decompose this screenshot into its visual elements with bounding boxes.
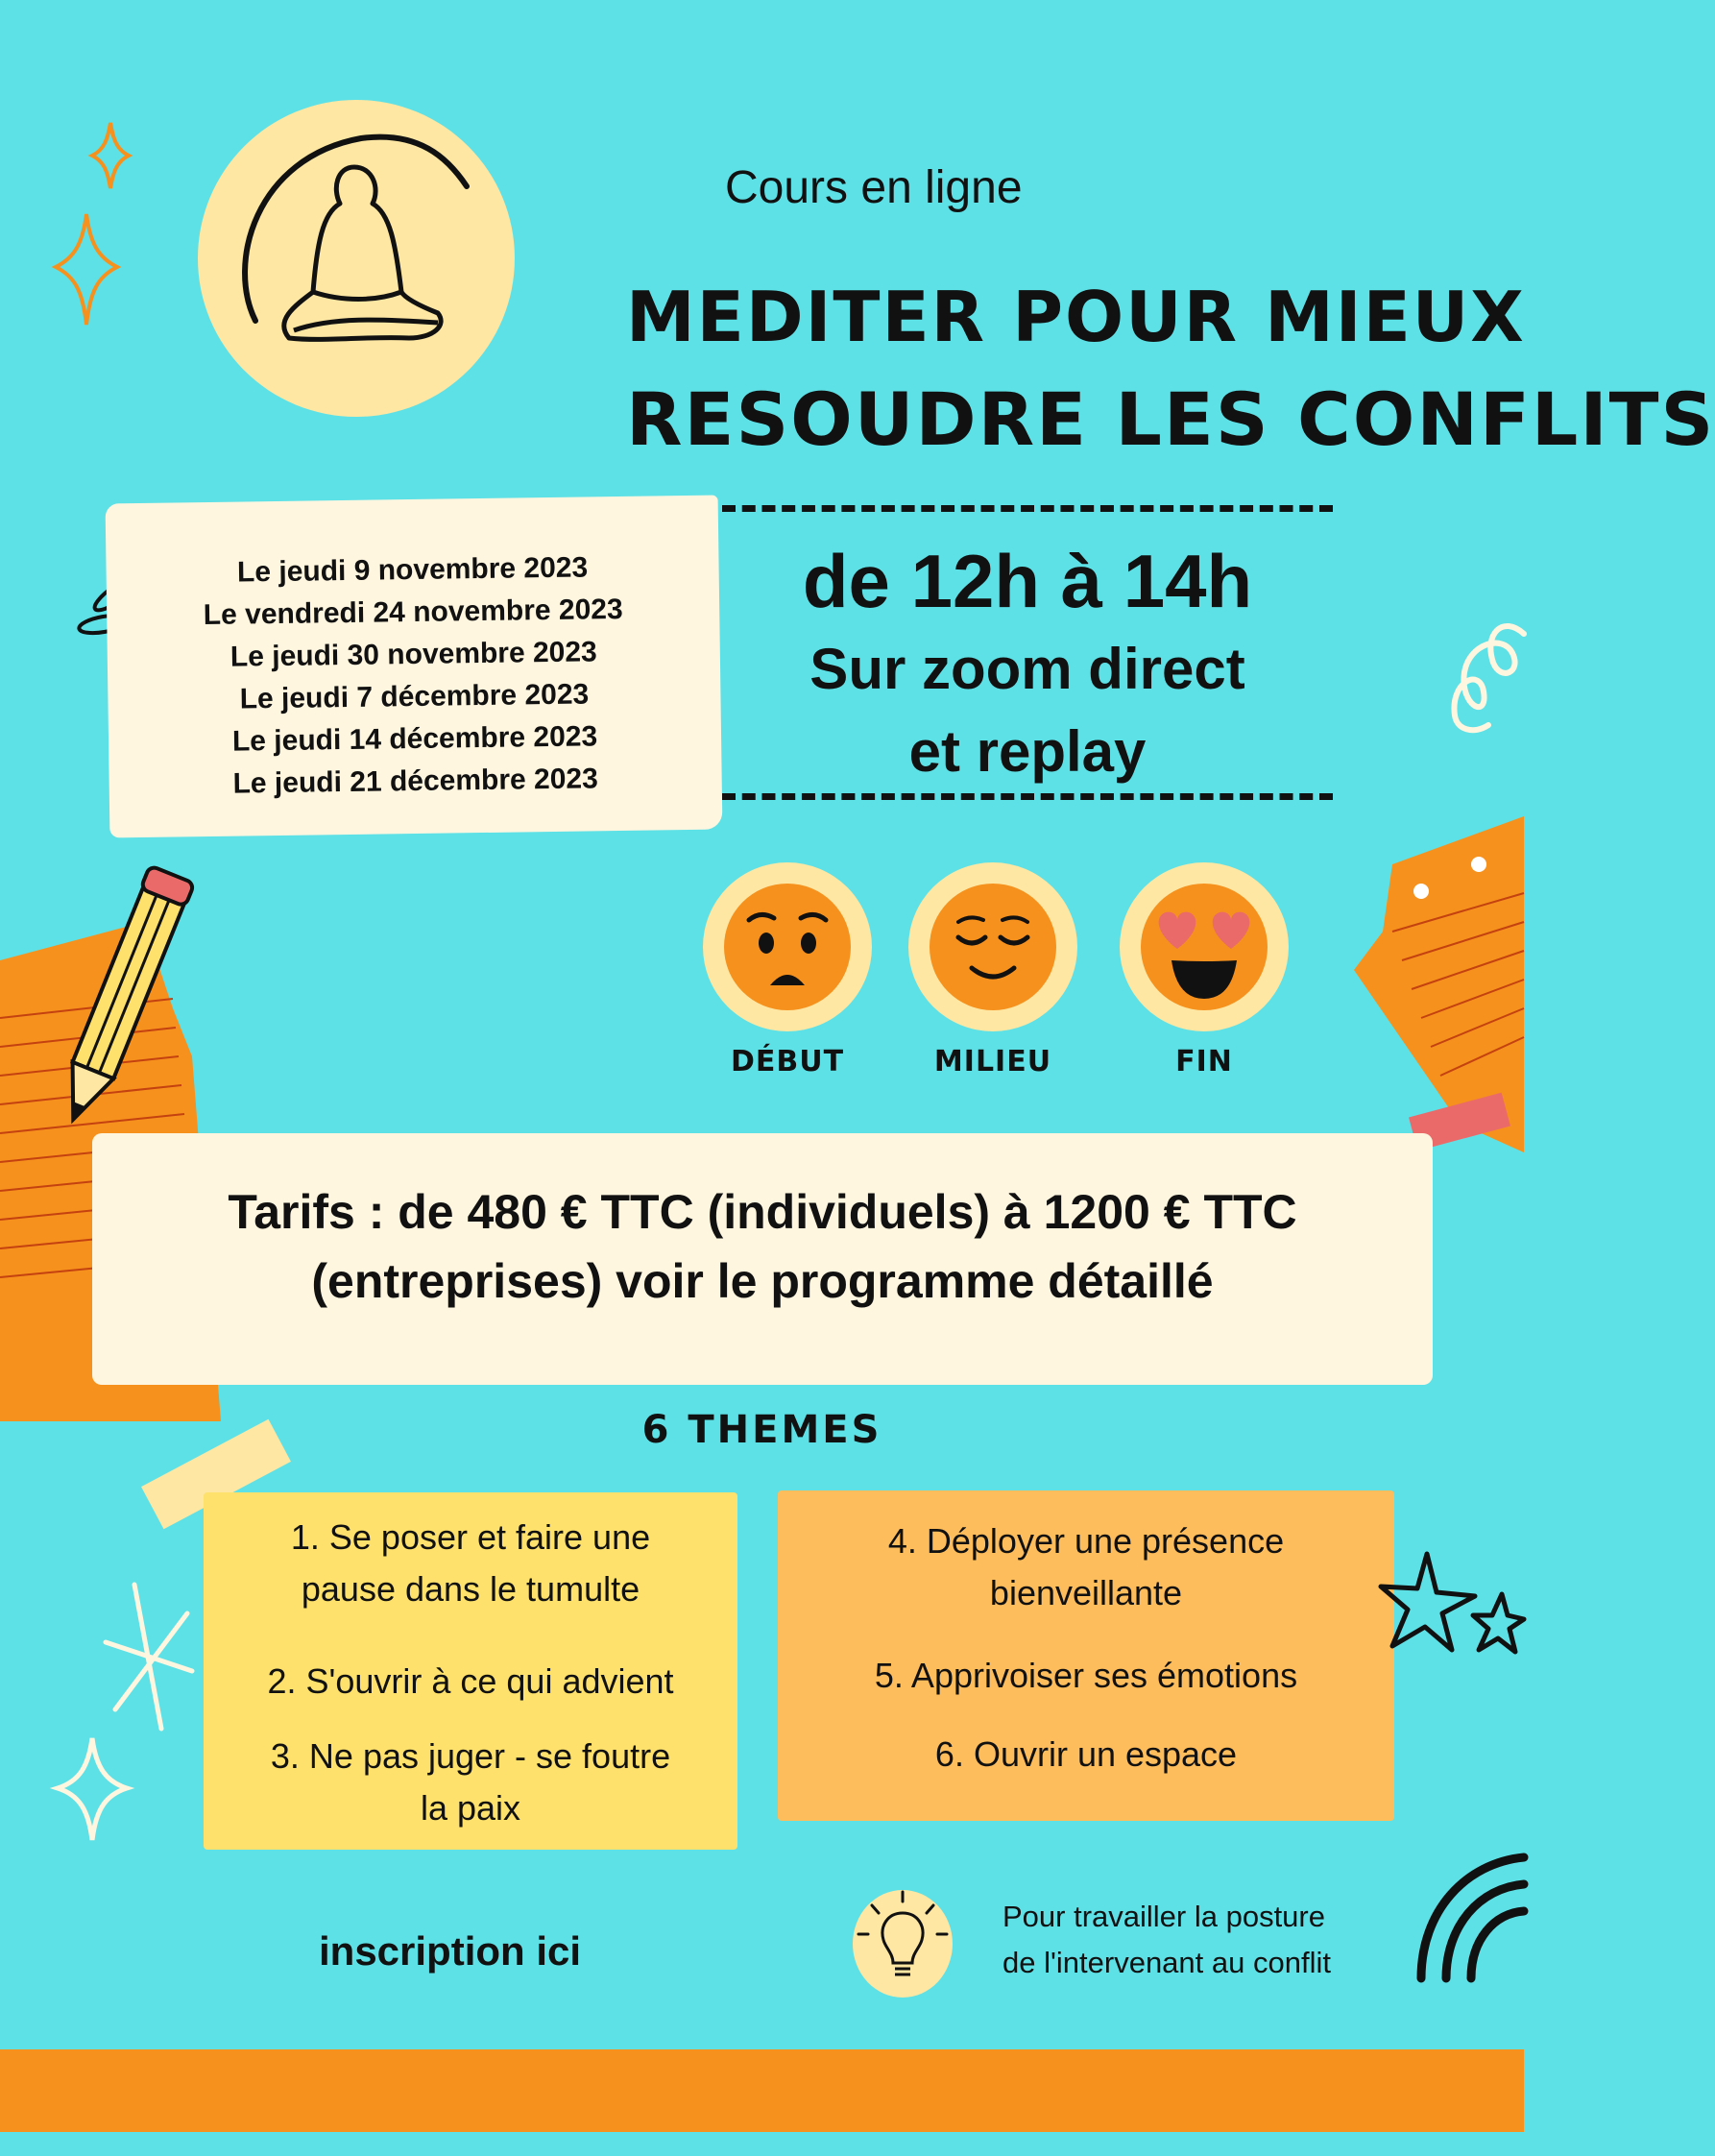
date-item: Le jeudi 14 décembre 2023: [231, 720, 598, 758]
bottom-band: [0, 2049, 1524, 2132]
dashed-divider-bottom: [722, 793, 1333, 800]
theme-item-3: [204, 1731, 737, 1834]
pencil-icon: [38, 864, 202, 1143]
format-info: [722, 628, 1333, 793]
rainbow-arc-icon: [1408, 1834, 1524, 1978]
sparkle-icon: [38, 1585, 202, 1853]
theme-item-1: [204, 1512, 737, 1615]
posture-line2: de l'intervenant au conflit: [1002, 1946, 1331, 1979]
sparkle-icon: [48, 123, 134, 334]
theme-item-2: 2. S'ouvrir à ce qui advient: [267, 1661, 674, 1701]
calm-face-icon: [906, 860, 1079, 1033]
theme-3-line2: la paix: [420, 1788, 521, 1828]
time-range: de 12h à 14h: [802, 539, 1253, 623]
stage-label-debut: DÉBUT: [730, 1045, 845, 1078]
date-item: Le jeudi 30 novembre 2023: [229, 636, 597, 673]
heart-eyes-face-icon: [1118, 860, 1291, 1033]
themes-title: 6 THEMES: [641, 1408, 882, 1452]
date-item: Le jeudi 7 décembre 2023: [239, 678, 590, 715]
lightbulb-icon: [845, 1884, 960, 2003]
themes-right-card: [778, 1490, 1394, 1821]
meditation-icon: [198, 100, 515, 417]
tariff-line2: (entreprises) voir le programme détaillé: [311, 1254, 1214, 1308]
theme-1-line1: 1. Se poser et faire une: [290, 1517, 651, 1557]
loop-squiggle-icon: [1445, 615, 1524, 739]
dashed-divider-top: [722, 505, 1333, 512]
star-icon: [1379, 1546, 1524, 1681]
theme-item-6: 6. Ouvrir un espace: [934, 1734, 1238, 1774]
theme-4-line2: bienveillante: [989, 1573, 1183, 1612]
posture-note: [1002, 1894, 1331, 1986]
stage-label-milieu: MILIEU: [933, 1045, 1052, 1078]
tariff-card: [92, 1133, 1433, 1385]
themes-left-card: [204, 1492, 737, 1850]
page-title-line1: MEDITER POUR MIEUX: [626, 277, 1526, 357]
inscription-link[interactable]: inscription ici: [319, 1928, 582, 1974]
subtitle: Cours en ligne: [725, 162, 1023, 213]
posture-line1: Pour travailler la posture: [1002, 1900, 1325, 1933]
stage-label-fin: FIN: [1175, 1045, 1233, 1078]
sad-face-icon: [701, 860, 874, 1033]
tariff-line1: Tarifs : de 480 € TTC (individuels) à 1200 € TTC: [228, 1185, 1297, 1239]
theme-1-line2: pause dans le tumulte: [301, 1569, 640, 1609]
date-item: Le jeudi 9 novembre 2023: [236, 551, 589, 589]
page-title-line2: RESOUDRE LES CONFLITS: [626, 376, 1715, 462]
theme-3-line1: 3. Ne pas juger - se foutre: [270, 1736, 671, 1776]
format-line1: Sur zoom direct: [809, 637, 1245, 701]
format-line2: et replay: [908, 719, 1147, 784]
theme-item-5: 5. Apprivoiser ses émotions: [874, 1656, 1298, 1695]
theme-item-4: [778, 1515, 1394, 1619]
theme-4-line1: 4. Déployer une présence: [887, 1521, 1285, 1561]
date-item: Le vendredi 24 novembre 2023: [203, 593, 623, 632]
date-item: Le jeudi 21 décembre 2023: [232, 763, 598, 800]
dates-card: [106, 496, 723, 838]
